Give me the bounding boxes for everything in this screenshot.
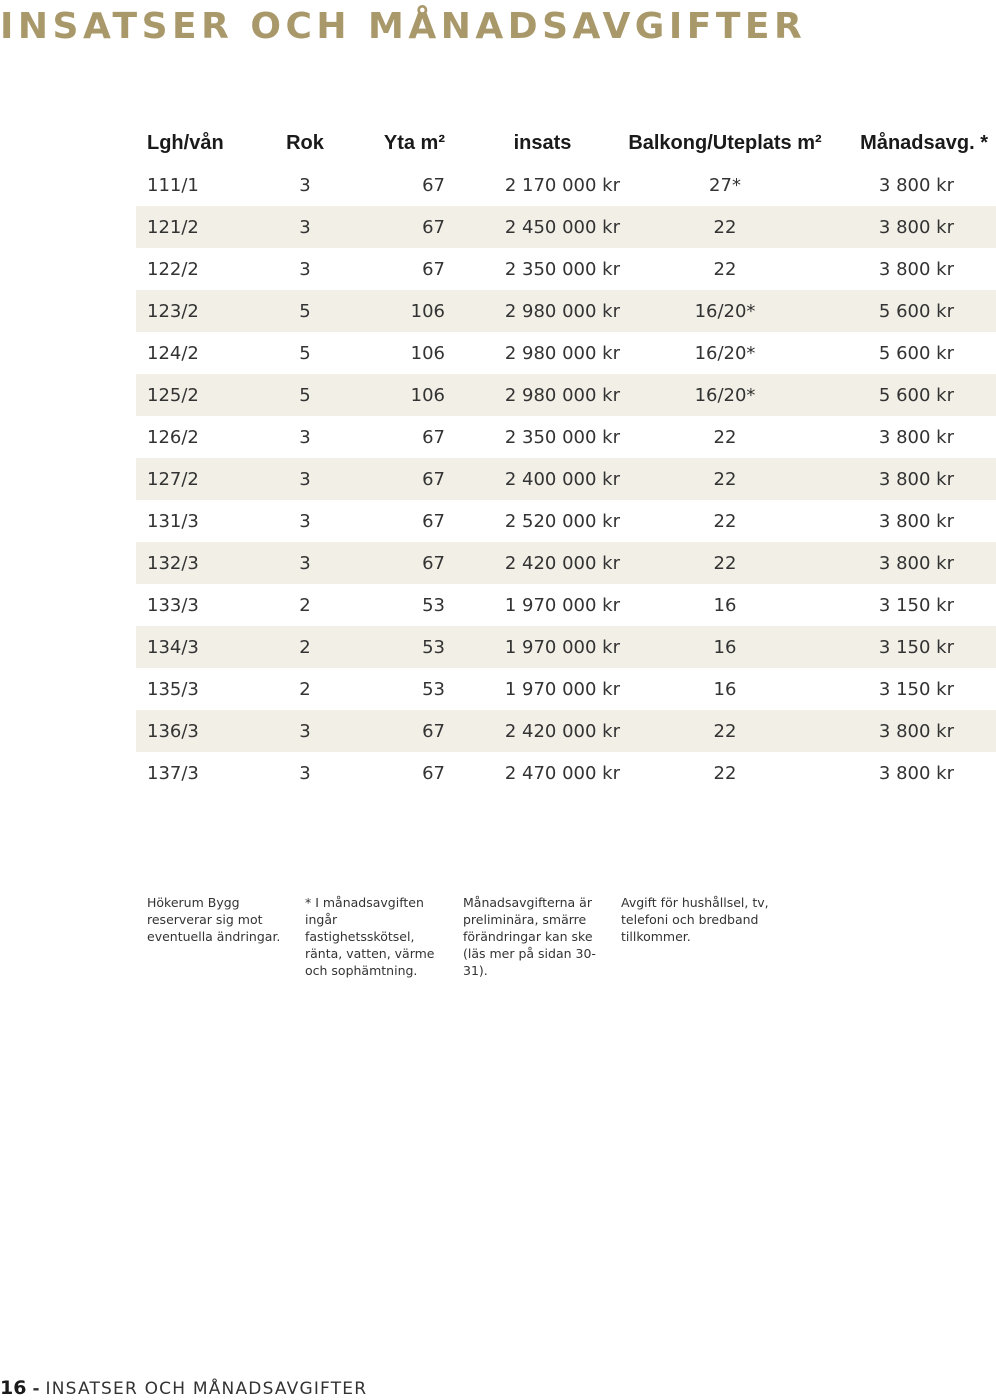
cell-deposit: 2 350 000 kr (504, 258, 620, 280)
table-row (136, 584, 996, 626)
cell-deposit: 2 980 000 kr (504, 384, 620, 406)
cell-apartment: 124/2 (147, 342, 199, 364)
cell-apartment: 122/2 (147, 258, 199, 280)
cell-area: 106 (410, 300, 445, 322)
table-row (136, 416, 996, 458)
fee-table (136, 122, 996, 794)
cell-rooms: 3 (299, 426, 311, 448)
cell-deposit: 1 970 000 kr (504, 636, 620, 658)
table-header-row (136, 122, 996, 164)
cell-balcony: 22 (713, 258, 737, 280)
cell-rooms: 5 (299, 342, 311, 364)
header-apartment-floor: Lgh/vån (147, 131, 224, 154)
cell-monthly-fee: 3 800 kr (878, 552, 954, 574)
cell-monthly-fee: 3 150 kr (878, 678, 954, 700)
cell-monthly-fee: 3 150 kr (878, 594, 954, 616)
cell-area: 67 (422, 426, 445, 448)
cell-deposit: 2 420 000 kr (504, 720, 620, 742)
note-reservation: Hökerum Bygg reserverar sig mot eventuella ändringar. (147, 895, 281, 944)
cell-deposit: 2 980 000 kr (504, 342, 620, 364)
cell-monthly-fee: 3 800 kr (878, 510, 954, 532)
note-extra-costs: Avgift för hushållsel, tv, telefoni och bredband tillkommer. (621, 895, 769, 944)
cell-rooms: 2 (299, 594, 311, 616)
table-row (136, 206, 996, 248)
cell-balcony: 16 (713, 678, 737, 700)
cell-apartment: 127/2 (147, 468, 199, 490)
cell-balcony: 16/20* (694, 384, 756, 406)
cell-deposit: 2 400 000 kr (504, 468, 620, 490)
cell-rooms: 3 (299, 510, 311, 532)
footer-title: INSATSER OCH MÅNADSAVGIFTER (45, 1379, 368, 1399)
cell-monthly-fee: 3 800 kr (878, 468, 954, 490)
note-fee-includes: * I månadsavgiften ingår fastighetsskötsel, ränta, vatten, värme och sophämtning. (305, 895, 435, 978)
cell-apartment: 137/3 (147, 762, 199, 784)
cell-monthly-fee: 3 800 kr (878, 258, 954, 280)
cell-deposit: 2 350 000 kr (504, 426, 620, 448)
cell-balcony: 22 (713, 510, 737, 532)
fee-table-container (136, 122, 988, 794)
table-row (136, 500, 996, 542)
cell-deposit: 2 470 000 kr (504, 762, 620, 784)
cell-apartment: 111/1 (147, 174, 199, 196)
header-deposit: insats (513, 131, 572, 154)
table-row (136, 374, 996, 416)
cell-apartment: 136/3 (147, 720, 199, 742)
header-monthly-fee: Månadsavg. * (860, 131, 988, 154)
table-row (136, 290, 996, 332)
table-row (136, 164, 996, 206)
footer-separator: - (32, 1379, 40, 1399)
table-row (136, 668, 996, 710)
cell-deposit: 2 170 000 kr (504, 174, 620, 196)
cell-area: 53 (422, 636, 445, 658)
table-row (136, 332, 996, 374)
table-row (136, 752, 996, 794)
cell-apartment: 133/3 (147, 594, 199, 616)
cell-area: 67 (422, 510, 445, 532)
cell-rooms: 5 (299, 384, 311, 406)
cell-monthly-fee: 3 800 kr (878, 426, 954, 448)
cell-balcony: 22 (713, 426, 737, 448)
cell-rooms: 5 (299, 300, 311, 322)
cell-balcony: 16/20* (694, 300, 756, 322)
footnotes (147, 894, 787, 994)
cell-apartment: 121/2 (147, 216, 199, 238)
cell-balcony: 16 (713, 636, 737, 658)
cell-rooms: 3 (299, 174, 311, 196)
header-rooms: Rok (286, 131, 324, 154)
cell-area: 67 (422, 468, 445, 490)
cell-balcony: 27* (709, 174, 741, 196)
cell-apartment: 126/2 (147, 426, 199, 448)
cell-apartment: 135/3 (147, 678, 199, 700)
cell-balcony: 16/20* (694, 342, 756, 364)
cell-rooms: 3 (299, 216, 311, 238)
table-row (136, 458, 996, 500)
cell-area: 67 (422, 174, 445, 196)
cell-balcony: 22 (713, 216, 737, 238)
cell-deposit: 1 970 000 kr (504, 678, 620, 700)
cell-balcony: 16 (713, 594, 737, 616)
cell-balcony: 22 (713, 468, 737, 490)
cell-apartment: 123/2 (147, 300, 199, 322)
cell-monthly-fee: 5 600 kr (878, 384, 954, 406)
cell-monthly-fee: 3 800 kr (878, 720, 954, 742)
cell-balcony: 22 (713, 762, 737, 784)
cell-monthly-fee: 3 150 kr (878, 636, 954, 658)
cell-monthly-fee: 5 600 kr (878, 342, 954, 364)
cell-apartment: 131/3 (147, 510, 199, 532)
cell-apartment: 134/3 (147, 636, 199, 658)
cell-rooms: 3 (299, 468, 311, 490)
cell-rooms: 3 (299, 720, 311, 742)
cell-monthly-fee: 3 800 kr (878, 216, 954, 238)
cell-area: 53 (422, 678, 445, 700)
cell-deposit: 2 520 000 kr (504, 510, 620, 532)
cell-area: 67 (422, 720, 445, 742)
cell-monthly-fee: 5 600 kr (878, 300, 954, 322)
page-title: INSATSER OCH MÅNADSAVGIFTER (0, 6, 807, 47)
cell-area: 67 (422, 762, 445, 784)
header-balcony: Balkong/Uteplats m² (628, 131, 822, 154)
page-number: 16 (0, 1377, 27, 1399)
cell-rooms: 2 (299, 678, 311, 700)
cell-area: 53 (422, 594, 445, 616)
cell-rooms: 3 (299, 258, 311, 280)
cell-deposit: 2 420 000 kr (504, 552, 620, 574)
cell-apartment: 132/3 (147, 552, 199, 574)
cell-deposit: 2 450 000 kr (504, 216, 620, 238)
table-row (136, 248, 996, 290)
cell-rooms: 2 (299, 636, 311, 658)
cell-balcony: 22 (713, 720, 737, 742)
table-row (136, 626, 996, 668)
table-row (136, 710, 996, 752)
cell-area: 67 (422, 552, 445, 574)
cell-apartment: 125/2 (147, 384, 199, 406)
cell-monthly-fee: 3 800 kr (878, 762, 954, 784)
header-area: Yta m² (383, 131, 445, 154)
cell-deposit: 2 980 000 kr (504, 300, 620, 322)
cell-deposit: 1 970 000 kr (504, 594, 620, 616)
cell-balcony: 22 (713, 552, 737, 574)
cell-monthly-fee: 3 800 kr (878, 174, 954, 196)
cell-rooms: 3 (299, 762, 311, 784)
cell-area: 67 (422, 216, 445, 238)
cell-area: 67 (422, 258, 445, 280)
cell-area: 106 (410, 384, 445, 406)
table-row (136, 542, 996, 584)
cell-rooms: 3 (299, 552, 311, 574)
cell-area: 106 (410, 342, 445, 364)
page-footer (0, 1378, 367, 1400)
note-preliminary: Månadsavgifterna är preliminära, smärre förändringar kan ske (läs mer på sidan 30-31). (463, 895, 596, 978)
